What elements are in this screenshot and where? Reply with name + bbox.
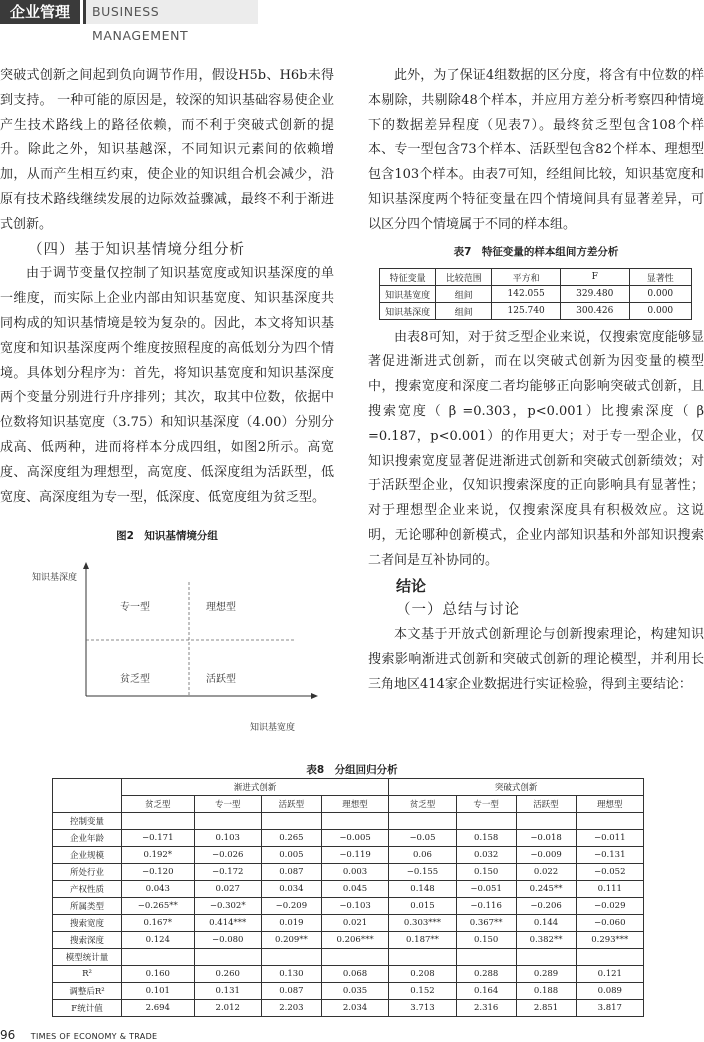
- text-line: 够显著促进渐进式创新，而在以突破式创新为因变量的: [368, 329, 704, 370]
- table-section-row: [53, 949, 644, 966]
- table-cell: 组间: [436, 286, 492, 303]
- table-row: [53, 864, 644, 881]
- table-cell: −0.009: [516, 847, 576, 864]
- table-cell: 142.055: [492, 286, 561, 303]
- table-cell: −0.302*: [194, 898, 261, 915]
- text-line: 效；对于活跃型企业，仅知识搜索深度的正向影响具有: [368, 453, 704, 494]
- table-empty-cell: [456, 949, 516, 966]
- table-section-label: 控制变量: [53, 813, 122, 830]
- table-row-label: 产权性质: [53, 881, 122, 898]
- paragraph-lines: [0, 68, 334, 232]
- table-cell: 0.164: [456, 983, 516, 1000]
- table-cell: 0.087: [261, 983, 321, 1000]
- table-row-label: 企业年龄: [53, 830, 122, 847]
- quadrant-bottom-left: 贫乏型: [120, 674, 150, 685]
- figure-2-caption: 图2 知识基情境分组: [116, 530, 218, 543]
- table-cell: 组间: [436, 303, 492, 320]
- table-cell: −0.018: [516, 830, 576, 847]
- text-line: 著差异，可以区分四个情境属于不同的样本组。: [368, 191, 704, 232]
- right-column: [368, 64, 704, 698]
- table-sub-header: 贫乏型: [122, 796, 195, 813]
- table-empty-cell: [261, 813, 321, 830]
- table-header-cell: 显著性: [629, 269, 691, 286]
- table-empty-cell: [576, 813, 644, 830]
- table-cell: 3.713: [389, 1000, 456, 1017]
- text-line: 由于调节变量仅控制了知识基宽度或知识基深度的: [26, 266, 321, 282]
- table-cell: 0.293***: [576, 932, 644, 949]
- table-cell: 0.260: [194, 966, 261, 983]
- table-8-head: [53, 779, 644, 813]
- table-cell: 知识基宽度: [380, 286, 436, 303]
- table-row-label: 搜索深度: [53, 932, 122, 949]
- table-row-label: 搜索宽度: [53, 915, 122, 932]
- table-cell: 0.158: [456, 830, 516, 847]
- table-cell: 0.160: [122, 966, 195, 983]
- table-row-label: 调整后R²: [53, 983, 122, 1000]
- table-row: [53, 830, 644, 847]
- text-line: 识搜索影响渐进式创新和突破式创新的理论模型，并利: [368, 627, 704, 667]
- paragraph-sample-exclusion: [368, 64, 704, 238]
- table-cell: 2.851: [516, 1000, 576, 1017]
- table-empty-cell: [122, 813, 195, 830]
- section-tag: 企业管理: [0, 0, 80, 24]
- table-header-cell: 特征变量: [380, 269, 436, 286]
- table-cell: 2.012: [194, 1000, 261, 1017]
- table-cell: 0.103: [194, 830, 261, 847]
- text-line: 此外，为了保证4组数据的区分度，将含有中位数的: [394, 68, 691, 83]
- y-axis-label: 知识基深度: [32, 573, 78, 583]
- table-cell: −0.103: [321, 898, 388, 915]
- table-8-caption: 表8 分组回归分析: [306, 764, 398, 776]
- text-line: 度、低宽度组为贫乏型。: [182, 489, 326, 505]
- table-cell: 0.124: [122, 932, 195, 949]
- text-line: 样本剔除，共剔除48个样本，并应用方差分析考察四种: [368, 68, 704, 108]
- paragraph-grouping-method: [0, 262, 334, 510]
- table-cell: 0.131: [194, 983, 261, 1000]
- table-empty-cell: [389, 813, 456, 830]
- table-cell: −0.026: [194, 847, 261, 864]
- text-line: 位数，依据中位数将知识基宽度（3.75）和知识基深度: [0, 390, 334, 431]
- table-cell: 0.087: [261, 864, 321, 881]
- table-cell: 0.150: [456, 864, 516, 881]
- table-row: [380, 286, 692, 303]
- table-cell: −0.029: [576, 898, 644, 915]
- table-cell: 0.021: [321, 915, 388, 932]
- text-line: 用长三角地区414家企业数据进行实证检验，得到主要: [368, 651, 704, 692]
- table-cell: 0.019: [261, 915, 321, 932]
- subsection-heading-1: （一）总结与讨论: [396, 602, 520, 619]
- text-line: 显著性；对于理想型企业来说，仅搜索深度具有积极效: [368, 478, 704, 519]
- table-row-label: 所属类型: [53, 898, 122, 915]
- x-axis-arrow: [311, 693, 318, 699]
- table-cell: 0.208: [389, 966, 456, 983]
- table-cell: 0.152: [389, 983, 456, 1000]
- table-cell: 0.035: [321, 983, 388, 1000]
- table-section-label: 模型统计量: [53, 949, 122, 966]
- table-row: [380, 303, 692, 320]
- y-axis-arrow: [83, 562, 89, 569]
- table-cell: 0.043: [122, 881, 195, 898]
- table-header-cell: 平方和: [492, 269, 561, 286]
- table-cell: 0.206***: [321, 932, 388, 949]
- table-cell: −0.005: [321, 830, 388, 847]
- table-row: [53, 983, 644, 1000]
- table-cell: 0.288: [456, 966, 516, 983]
- table-cell: −0.120: [122, 864, 195, 881]
- figure-2-quadrant-diagram: [24, 556, 334, 736]
- table-cell: 0.034: [261, 881, 321, 898]
- table-empty-cell: [576, 949, 644, 966]
- paragraph-lines: [368, 330, 704, 568]
- table-cell: 0.005: [261, 847, 321, 864]
- table-7-caption: 表7 特征变量的样本组间方差分析: [453, 245, 619, 258]
- table-sub-header: 专一型: [456, 796, 516, 813]
- table-cell: 0.289: [516, 966, 576, 983]
- paragraph-lines: [368, 627, 704, 692]
- table-row-label: F统计值: [53, 1000, 122, 1017]
- table-cell: 0.167*: [122, 915, 195, 932]
- table-row-label: 企业规模: [53, 847, 122, 864]
- quadrant-bottom-right: 活跃型: [206, 674, 236, 685]
- table-cell: 0.000: [629, 286, 691, 303]
- table-cell: 0.192*: [122, 847, 195, 864]
- table-cell: 0.000: [629, 303, 691, 320]
- table-cell: 2.203: [261, 1000, 321, 1017]
- text-line: 单一维度，而实际上企业内部由知识基宽度、知识基深: [0, 266, 334, 307]
- text-line: 得到支持。 一种可能的原因是，较深的知识基础容易: [0, 68, 334, 108]
- table-cell: 0.089: [576, 983, 644, 1000]
- table-cell: −0.131: [576, 847, 644, 864]
- table-sub-header: 活跃型: [516, 796, 576, 813]
- quadrant-top-left: 专一型: [120, 602, 150, 613]
- text-line: 情境下的数据差异程度（见表7）。最终贫乏型包含108: [368, 92, 704, 133]
- paragraph-conclusion-intro: [368, 623, 704, 697]
- table-header-row: [380, 269, 692, 286]
- table-cell: 125.740: [492, 303, 561, 320]
- text-line: 度共同构成的知识基情境是较为复杂的。因此，本文将: [0, 291, 334, 331]
- table-cell: 0.148: [389, 881, 456, 898]
- table-row: [53, 966, 644, 983]
- running-header: [0, 0, 704, 43]
- table-empty-cell: [321, 949, 388, 966]
- table-cell: 0.068: [321, 966, 388, 983]
- paragraph-lines: [0, 266, 334, 504]
- table-cell: 0.101: [122, 983, 195, 1000]
- table-cell: 2.316: [456, 1000, 516, 1017]
- table-sub-header: 贫乏型: [389, 796, 456, 813]
- table-header-cell: 比较范围: [436, 269, 492, 286]
- table-cell: −0.051: [456, 881, 516, 898]
- text-line: 理想型包含103个样本。由表7可知，经组间比较，知识: [368, 142, 704, 183]
- table-cell: 0.209**: [261, 932, 321, 949]
- magazine-name: TIMES OF ECONOMY & TRADE: [30, 1032, 158, 1041]
- table-cell: 0.003: [321, 864, 388, 881]
- table-group-header-row: [53, 779, 644, 796]
- text-line: 新的提升。除此之外，知识基越深，不同知识元素间的: [0, 117, 334, 158]
- table-cell: 0.027: [194, 881, 261, 898]
- text-line: 仅知识搜索宽度显著促进渐进式创新和突破式创新绩: [368, 428, 704, 469]
- table-cell: 0.367**: [456, 915, 516, 932]
- table-group-header: 突破式创新: [389, 779, 644, 796]
- text-line: 基宽度和知识基深度两个特征变量在四个情境间具有显: [368, 167, 704, 207]
- text-line: 依赖增加，从而产生相互约束，使企业的知识组合机会: [0, 142, 334, 183]
- table-row: [53, 932, 644, 949]
- table-cell: 0.130: [261, 966, 321, 983]
- table-cell: 知识基深度: [380, 303, 436, 320]
- table-cell: 0.245**: [516, 881, 576, 898]
- table-empty-cell: [321, 813, 388, 830]
- table-cell: −0.155: [389, 864, 456, 881]
- table-cell: −0.265**: [122, 898, 195, 915]
- table-row: [53, 881, 644, 898]
- paragraph-lines: [368, 68, 704, 232]
- table-cell: −0.080: [194, 932, 261, 949]
- table-sub-header: 活跃型: [261, 796, 321, 813]
- table-cell: 2.694: [122, 1000, 195, 1017]
- table-sub-header: 专一型: [194, 796, 261, 813]
- text-line: 结论：: [652, 676, 692, 692]
- left-column: [0, 64, 334, 546]
- table-row-label: R²: [53, 966, 122, 983]
- conclusion-heading: 结论: [396, 576, 427, 595]
- table-sub-header: 理想型: [321, 796, 388, 813]
- table-cell: 0.382**: [516, 932, 576, 949]
- table-header-cell: F: [560, 269, 629, 286]
- page-number: 96: [0, 1028, 16, 1042]
- text-line: 不利于渐进式创新。: [0, 191, 334, 232]
- text-line: 本文基于开放式创新理论与创新搜索理论，构建知: [394, 627, 691, 643]
- table-empty-cell: [194, 949, 261, 966]
- table-cell: 0.06: [389, 847, 456, 864]
- table-cell: 0.121: [576, 966, 644, 983]
- x-axis-label: 知识基宽度: [250, 723, 296, 733]
- table-group-header: 渐进式创新: [122, 779, 389, 796]
- quadrant-top-right: 理想型: [206, 602, 236, 613]
- table-cell: −0.060: [576, 915, 644, 932]
- text-line: 深度组为活跃型，低宽度、高深度组为专一型，低深: [0, 464, 334, 505]
- text-line: 模型中，搜索宽度和深度二者均能够正向影响突破式: [368, 354, 704, 395]
- table-cell: −0.172: [194, 864, 261, 881]
- table-8: [52, 778, 644, 1017]
- table-row-label: 所处行业: [53, 864, 122, 881]
- table-cell: −0.209: [261, 898, 321, 915]
- table-sub-header: 理想型: [576, 796, 644, 813]
- paragraph-h5b-h6b: [0, 64, 334, 238]
- table-row: [53, 898, 644, 915]
- table-empty-cell: [516, 949, 576, 966]
- text-line: 由表8可知，对于贫乏型企业来说，仅搜索宽度能: [394, 329, 678, 345]
- table-cell: 0.150: [456, 932, 516, 949]
- table-cell: −0.052: [576, 864, 644, 881]
- table-cell: −0.171: [122, 830, 195, 847]
- table-cell: 0.015: [389, 898, 456, 915]
- table-cell: 2.034: [321, 1000, 388, 1017]
- table-cell: 0.187**: [389, 932, 456, 949]
- text-line: 为四个情境。具体划分程序为：首先，将知识基宽度和: [0, 340, 334, 381]
- table-cell: −0.011: [576, 830, 644, 847]
- table-row: [53, 1000, 644, 1017]
- table-cell: 0.144: [516, 915, 576, 932]
- table-cell: −0.206: [516, 898, 576, 915]
- table-empty-cell: [194, 813, 261, 830]
- table-section-row: [53, 813, 644, 830]
- table-corner-cell: [53, 779, 122, 813]
- table-cell: 300.426: [560, 303, 629, 320]
- table-cell: 329.480: [560, 286, 629, 303]
- text-line: 突破式创新之间起到负向调节作用，假设H5b、H6b未: [0, 68, 321, 83]
- text-line: 使企业产生技术路线上的路径依赖，而不利于突破式创: [0, 92, 334, 133]
- text-line: 如图2所示。高宽度、高深度组为理想型，高宽度、低: [0, 439, 334, 480]
- table-7: [379, 268, 692, 320]
- table-cell: −0.119: [321, 847, 388, 864]
- table-cell: 0.414***: [194, 915, 261, 932]
- table-cell: −0.05: [389, 830, 456, 847]
- text-line: 知识基深度两个变量分别进行升序排列；其次，取其中: [0, 365, 334, 406]
- text-line: 部知识搜索二者间是互补协同的。: [368, 527, 704, 568]
- table-empty-cell: [516, 813, 576, 830]
- table-cell: 0.111: [576, 881, 644, 898]
- table-empty-cell: [261, 949, 321, 966]
- table-empty-cell: [456, 813, 516, 830]
- table-row: [53, 847, 644, 864]
- table-cell: 0.045: [321, 881, 388, 898]
- text-line: 减少，沿原有技术路线继续发展的边际效益骤减，最终: [0, 167, 334, 207]
- text-line: 个样本、专一型包含73个样本、活跃型包含82个样本、: [368, 117, 704, 158]
- table-cell: 0.303***: [389, 915, 456, 932]
- table-cell: 0.188: [516, 983, 576, 1000]
- table-row: [53, 915, 644, 932]
- text-line: 应。这说明，无论哪种创新模式，企业内部知识基和外: [368, 503, 704, 543]
- table-cell: 0.022: [516, 864, 576, 881]
- section-tag-english: BUSINESS MANAGEMENT: [86, 0, 258, 24]
- table-empty-cell: [389, 949, 456, 966]
- table-8-body: [53, 813, 644, 1017]
- quadrant-axes: [24, 556, 334, 736]
- table-cell: −0.116: [456, 898, 516, 915]
- text-line: 创新，且搜索宽度（ β =0.303，p<0.001）比搜索深度: [368, 379, 704, 419]
- text-line: （4.00）分别分成高、低两种，进而将样本分成四组，: [0, 415, 334, 455]
- table-cell: 3.817: [576, 1000, 644, 1017]
- text-line: 知识基宽度和知识基深度两个维度按照程度的高低划分: [0, 315, 334, 356]
- table-sub-header-row: [53, 796, 644, 813]
- text-line: （ β =0.187，p<0.001）的作用更大；对于专一型企业，: [368, 403, 704, 444]
- subsection-heading-4: （四）基于知识基情境分组分析: [28, 241, 245, 258]
- table-cell: 0.265: [261, 830, 321, 847]
- paragraph-table8-findings: [368, 326, 704, 574]
- table-cell: 0.032: [456, 847, 516, 864]
- page-footer: [0, 1028, 157, 1042]
- table-empty-cell: [122, 949, 195, 966]
